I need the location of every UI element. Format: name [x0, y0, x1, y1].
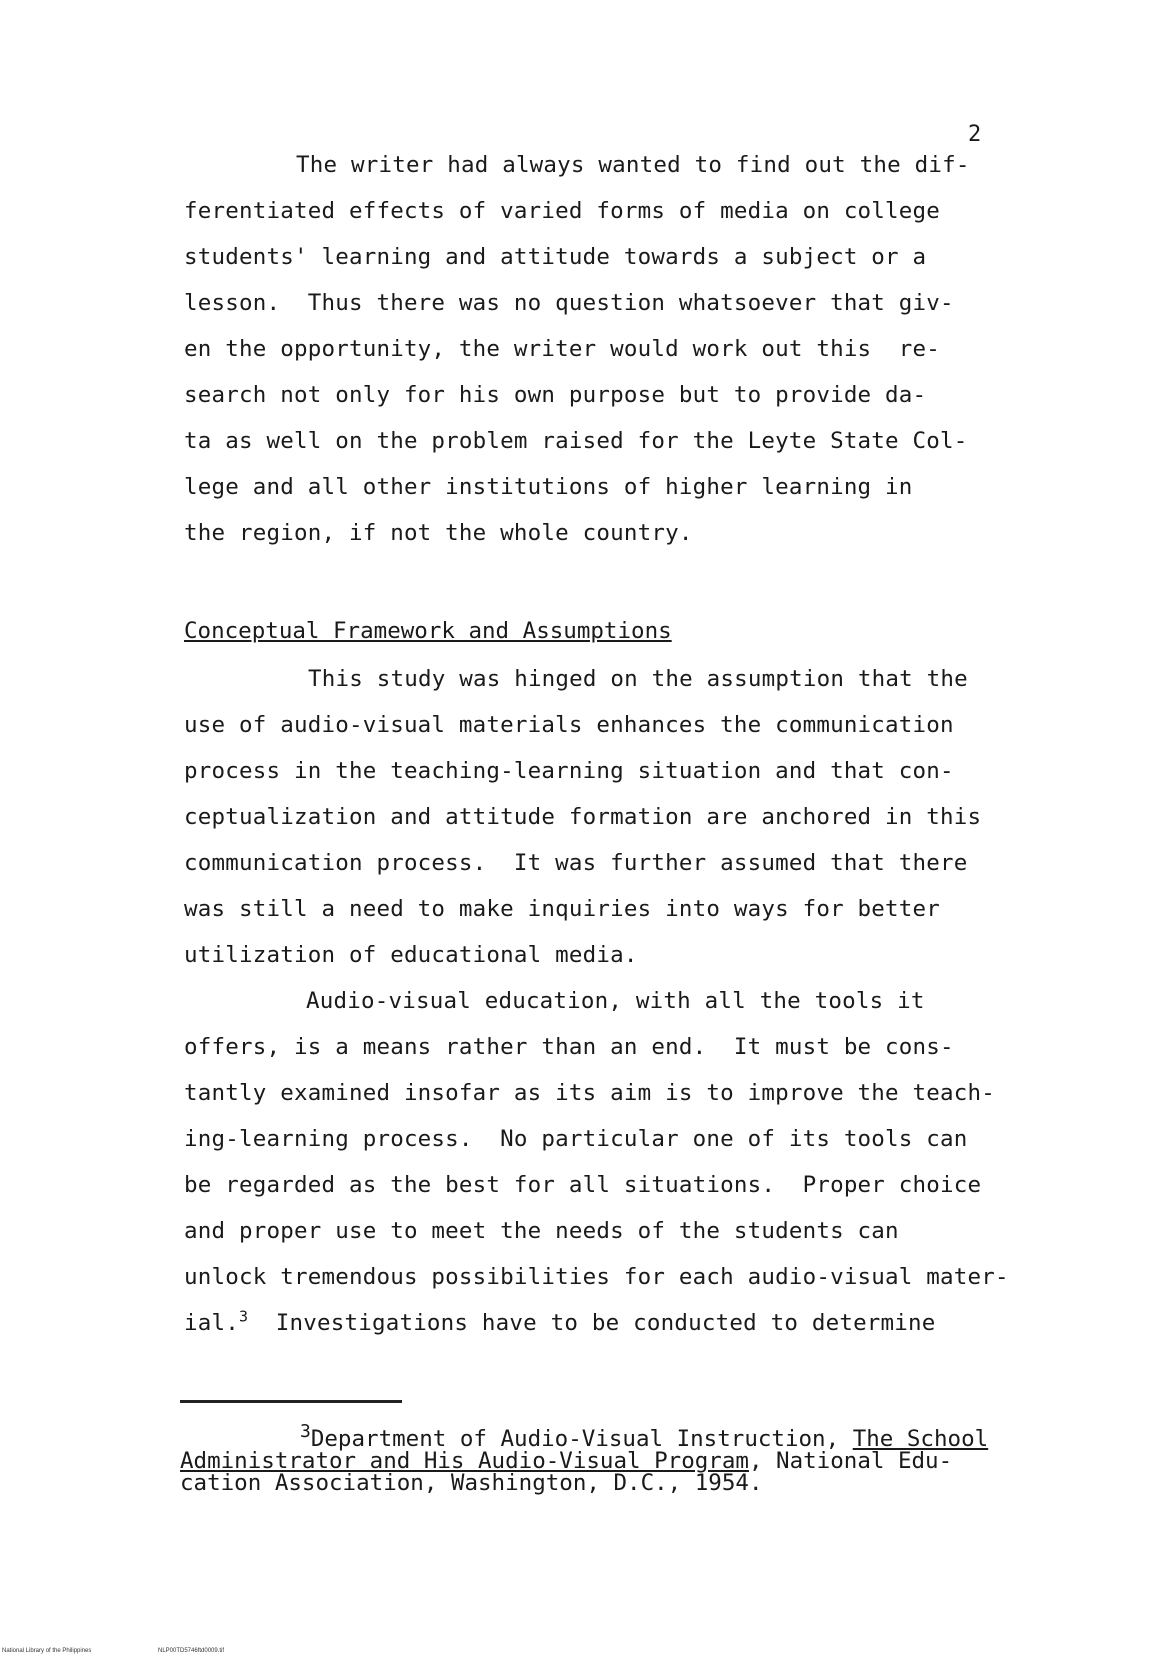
- text-line: the region, if not the whole country.: [184, 520, 693, 546]
- footnote-line: [180, 1450, 952, 1472]
- text-line: ceptualization and attitude formation are anchored in this: [184, 804, 982, 830]
- text-line: The writer had always wanted to find out the dif-: [296, 152, 970, 178]
- page-number: 2: [968, 122, 982, 147]
- text-line: students' learning and attitude towards a subject or a: [184, 244, 927, 270]
- text-line: ta as well on the problem raised for the Leyte State Col-: [184, 428, 968, 454]
- text-line: lege and all other institutions of higher learning in: [184, 474, 913, 500]
- text-line: tantly examined insofar as its aim is to improve the teach-: [184, 1080, 996, 1106]
- text-line: [184, 1307, 936, 1336]
- text-line: en the opportunity, the writer would work out this re-: [184, 336, 941, 362]
- footnote-text: , National Edu-: [748, 1448, 953, 1474]
- text-line: and proper use to meet the needs of the students can: [184, 1218, 899, 1244]
- footnote-citation-title: Administrator and His Audio-Visual Program: [180, 1448, 749, 1474]
- text-line: utilization of educational media.: [184, 942, 638, 968]
- text-fragment: Investigations have to be conducted to determine: [248, 1310, 936, 1336]
- footnote-divider: [180, 1400, 402, 1403]
- text-line: unlock tremendous possibilities for each audio-visual mater-: [184, 1264, 1009, 1290]
- footnote-reference: 3: [239, 1307, 249, 1326]
- text-line: process in the teaching-learning situation and that con-: [184, 758, 954, 784]
- text-line: was still a need to make inquiries into ways for better: [184, 896, 941, 922]
- text-line: Audio-visual education, with all the tools it: [306, 988, 925, 1014]
- footnote-marker: 3: [300, 1421, 311, 1442]
- text-line: search not only for his own purpose but to provide da-: [184, 382, 927, 408]
- footnote-line: cation Association, Washington, D.C., 1954.: [180, 1470, 763, 1496]
- text-line: ferentiated effects of varied forms of media on college: [184, 198, 941, 224]
- text-line: use of audio-visual materials enhances the communication: [184, 712, 954, 738]
- text-line: offers, is a means rather than an end. It must be cons-: [184, 1034, 954, 1060]
- section-heading: Conceptual Framework and Assumptions: [184, 618, 672, 644]
- text-line: be regarded as the best for all situations. Proper choice: [184, 1172, 982, 1198]
- text-line: communication process. It was further assumed that there: [184, 850, 968, 876]
- text-fragment: ial.: [184, 1310, 239, 1336]
- text-line: ing-learning process. No particular one of its tools can: [184, 1126, 968, 1152]
- footnote-text: Department of Audio-Visual Instruction,: [310, 1426, 853, 1452]
- footnote-citation-title: The School: [852, 1426, 989, 1452]
- text-line: This study was hinged on the assumption that the: [308, 666, 968, 692]
- text-line: lesson. Thus there was no question whatsoever that giv-: [184, 290, 954, 316]
- footer-library-name: National Library of the Philippines: [2, 1648, 92, 1654]
- footer-file-name: NLP00TD5746ftd0009.tif: [158, 1648, 225, 1654]
